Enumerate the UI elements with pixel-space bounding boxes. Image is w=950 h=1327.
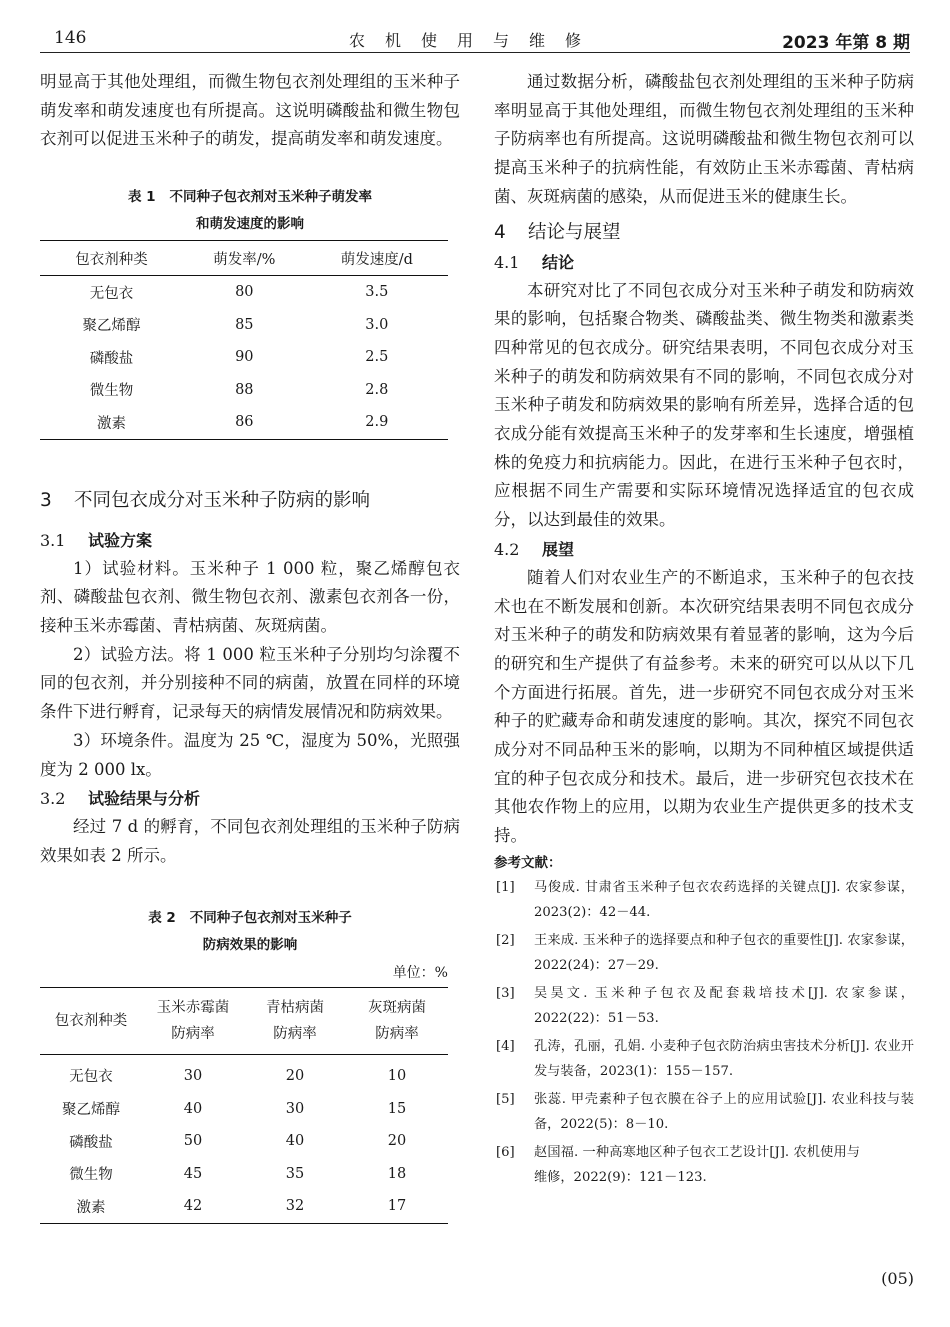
reference-text: 马俊成. 甘肃省玉米种子包衣农药选择的关键点[J]. 农家参谋，2023(2)：42－44. — [534, 879, 914, 921]
reference-item — [494, 981, 914, 1032]
table2-header-cell — [346, 987, 448, 1054]
materials-paragraph: 1）试验材料。玉米种子 1 000 粒，聚乙烯醇包衣剂、磷酸盐包衣剂、微生物包衣剂、激素包衣剂各一份，接种玉米赤霉菌、青枯病菌、灰斑病菌。 — [40, 558, 460, 636]
table1-cell: 3.5 — [365, 284, 389, 301]
table1-cell: 85 — [235, 316, 254, 333]
table2-header-cell — [142, 987, 244, 1054]
table2-caption-num: 表 2 — [148, 909, 176, 926]
reference-number: [2] — [496, 932, 515, 948]
section4-heading — [494, 218, 914, 248]
subsection41-heading — [494, 248, 914, 277]
subsection31-number: 3.1 — [40, 530, 66, 550]
table1-row — [40, 406, 448, 439]
table1-cell: 2.5 — [365, 349, 389, 366]
table2-cell: 50 — [183, 1133, 203, 1150]
reference-number: [1] — [496, 879, 515, 895]
table2-header-line: 防病率 — [375, 1025, 419, 1042]
analysis-paragraph: 通过数据分析，磷酸盐包衣剂处理组的玉米种子防病率明显高于其他处理组，而微生物包衣剂处理组的玉米种子防病率也有所提高。这说明磷酸盐和微生物包衣剂可以提高玉米种子的抗病性能，有效防止玉米赤霉菌、青枯病菌、灰斑病菌的感染，从而促进玉米的健康生长。 — [494, 72, 914, 206]
running-header — [40, 28, 910, 53]
table2-row — [40, 1125, 448, 1158]
table2-caption — [40, 905, 460, 959]
table1 — [40, 240, 448, 440]
table1-row — [40, 341, 448, 374]
table2-header-cell — [244, 987, 346, 1054]
table2-cell: 32 — [244, 1190, 346, 1223]
table1-cell: 3.0 — [365, 316, 389, 333]
reference-text: 孔涛，孔丽，孔娟. 小麦种子包衣防治病虫害技术分析[J]. 农业开发与装备，2023(1)：155－157. — [534, 1038, 914, 1080]
table1-cell: 聚乙烯醇 — [82, 318, 141, 335]
table2-cell: 35 — [285, 1165, 305, 1182]
subsection31-title: 试验方案 — [88, 530, 153, 550]
table2-row — [40, 1054, 448, 1092]
table1-caption-line1: 不同种子包衣剂对玉米种子萌发率 — [169, 189, 373, 206]
table2-cell: 30 — [183, 1067, 203, 1084]
reference-text: 赵国福. 一种高寒地区种子包衣工艺设计[J]. 农机使用与维修，2022(9)：121－123. — [534, 1144, 860, 1186]
table2-header-line: 防病率 — [273, 1025, 317, 1042]
table2-cell: 激素 — [40, 1190, 142, 1223]
table2-caption-line1: 不同种子包衣剂对玉米种子 — [189, 909, 352, 926]
reference-text: 王来成. 玉米种子的选择要点和种子包衣的重要性[J]. 农家参谋，2022(24)：27－29. — [534, 932, 914, 974]
issue-label: 2023 年第 8 期 — [782, 33, 910, 53]
table2-cell: 40 — [285, 1133, 305, 1150]
table1-caption-line2: 和萌发速度的影响 — [196, 216, 304, 233]
table1-cell: 2.9 — [306, 406, 448, 439]
reference-number: [6] — [496, 1144, 515, 1160]
subsection41-number: 4.1 — [494, 252, 520, 272]
table2-cell: 15 — [387, 1100, 407, 1117]
article-end-mark: (05) — [881, 1269, 914, 1288]
reference-item — [494, 875, 914, 926]
subsection32-number: 3.2 — [40, 789, 66, 809]
reference-number: [4] — [496, 1038, 515, 1054]
reference-item — [494, 1034, 914, 1085]
table2-cell: 17 — [346, 1190, 448, 1223]
table1-cell: 88 — [235, 381, 254, 398]
table2-row — [40, 1190, 448, 1223]
left-column — [40, 68, 460, 1224]
table1-row — [40, 276, 448, 309]
section4-number: 4 — [494, 221, 506, 243]
table2-cell: 45 — [183, 1165, 203, 1182]
table2-cell: 18 — [387, 1165, 407, 1182]
table1-cell: 无包衣 — [89, 285, 134, 302]
results-paragraph: 经过 7 d 的孵育，不同包衣剂处理组的玉米种子防病效果如表 2 所示。 — [40, 817, 460, 865]
table1-cell: 90 — [235, 349, 254, 366]
reference-text: 吴昊文. 玉米种子包衣及配套栽培技术[J]. 农家参谋，2022(22)：51－53. — [534, 985, 914, 1027]
table2-header-line: 防病率 — [171, 1025, 215, 1042]
subsection41-title: 结论 — [542, 252, 575, 272]
table2-row — [40, 1092, 448, 1125]
subsection32-title: 试验结果与分析 — [88, 789, 201, 809]
journal-title: 农机使用与维修 — [348, 31, 601, 50]
conclusion-paragraph: 本研究对比了不同包衣成分对玉米种子萌发和防病效果的影响，包括聚合物类、磷酸盐类、微生物类和激素类四种常见的包衣成分。研究结果表明，不同包衣成分对玉米种子的萌发和防病效果有不同的影响，不同包衣成分对玉米种子萌发和防病效果的影响有所差异，选择合适的包衣成分能有效提高玉米种子的发芽率和生长速度，增强植株的免疫力和抗病能力。因此，在进行玉米种子包衣时，应根据不同生产需要和实际环境情况选择适宜的包衣成分，以达到最佳的效果。 — [494, 280, 914, 530]
subsection32-heading — [40, 784, 460, 813]
table2-cell: 30 — [285, 1100, 305, 1117]
right-column — [494, 68, 914, 1288]
table1-row — [40, 374, 448, 407]
section4-title: 结论与展望 — [528, 221, 621, 243]
table1-header-cell: 萌发率/% — [183, 241, 306, 276]
subsection42-heading — [494, 535, 914, 564]
table1-cell: 86 — [183, 406, 306, 439]
method-paragraph: 2）试验方法。将 1 000 粒玉米种子分别均匀涂覆不同的包衣剂，并分别接种不同的病菌，放置在同样的环境条件下进行孵育，记录每天的病情发展情况和防病效果。 — [40, 644, 460, 722]
table2-row — [40, 1157, 448, 1190]
table1-cell: 80 — [235, 284, 254, 301]
table2-cell: 聚乙烯醇 — [62, 1102, 120, 1119]
section3-number: 3 — [40, 489, 52, 511]
reference-number: [5] — [496, 1091, 515, 1107]
reference-item — [494, 1140, 914, 1191]
reference-item — [494, 1087, 914, 1138]
table2-cell: 40 — [183, 1100, 203, 1117]
table2-unit: 单位：% — [392, 964, 448, 981]
table2-header-line: 玉米赤霉菌 — [156, 999, 230, 1016]
section3-heading — [40, 486, 460, 516]
table1-row — [40, 309, 448, 342]
table1-caption-num: 表 1 — [127, 189, 156, 206]
table2-header-line: 青枯病菌 — [266, 999, 324, 1016]
subsection42-title: 展望 — [542, 539, 575, 559]
references-list — [494, 875, 914, 1191]
reference-number: [3] — [496, 985, 515, 1001]
table2-cell: 无包衣 — [69, 1069, 113, 1086]
table2-caption-line2: 防病效果的影响 — [202, 936, 298, 953]
environment-paragraph: 3）环境条件。温度为 25 ℃，湿度为 50%，光照强度为 2 000 lx。 — [40, 730, 460, 779]
table1-caption — [40, 184, 460, 238]
table1-cell: 磷酸盐 — [89, 350, 134, 367]
reference-text: 张蕊. 甲壳素种子包衣膜在谷子上的应用试验[J]. 农业科技与装备，2022(5)：8－10. — [534, 1091, 914, 1133]
references-title: 参考文献： — [494, 854, 562, 871]
table2-cell: 10 — [387, 1067, 407, 1084]
table1-header-cell: 萌发速度/d — [306, 241, 448, 276]
table2-header-row — [40, 987, 448, 1054]
table2-header-cell: 包衣剂种类 — [40, 987, 142, 1054]
table1-header-row — [40, 241, 448, 276]
section3-title: 不同包衣成分对玉米种子防病的影响 — [74, 489, 371, 511]
table2-cell: 微生物 — [69, 1167, 113, 1184]
table2-cell: 磷酸盐 — [69, 1134, 113, 1151]
reference-item — [494, 928, 914, 979]
table2 — [40, 987, 448, 1224]
table2-cell: 20 — [387, 1133, 407, 1150]
table1-cell: 微生物 — [89, 383, 134, 400]
page-number: 146 — [54, 28, 87, 48]
table1-cell: 激素 — [40, 406, 183, 439]
subsection31-heading — [40, 526, 460, 555]
intro-paragraph: 明显高于其他处理组，而微生物包衣剂处理组的玉米种子萌发率和萌发速度也有所提高。这说明磷酸盐和微生物包衣剂可以促进玉米种子的萌发，提高萌发率和萌发速度。 — [40, 72, 460, 149]
subsection42-number: 4.2 — [494, 539, 520, 559]
outlook-paragraph: 随着人们对农业生产的不断追求，玉米种子的包衣技术也在不断发展和创新。本次研究结果表明不同包衣成分对玉米种子的萌发和防病效果有着显著的影响，这为今后的研究和生产提供了有益参考。未来的研究可以从以下几个方面进行拓展。首先，进一步研究不同包衣成分对玉米种子的贮藏寿命和萌发速度的影响。其次，探究不同包衣成分对不同品种玉米的影响，以期为不同种植区域提供适宜的种子包衣成分和技术。最后，进一步研究包衣技术在其他农作物上的应用，以期为农业生产提供更多的技术支持。 — [494, 567, 914, 846]
table1-header-cell: 包衣剂种类 — [40, 241, 183, 276]
table2-cell: 42 — [142, 1190, 244, 1223]
table2-header-line: 灰斑病菌 — [368, 999, 426, 1016]
table1-cell: 2.8 — [365, 381, 389, 398]
table2-cell: 20 — [285, 1067, 305, 1084]
